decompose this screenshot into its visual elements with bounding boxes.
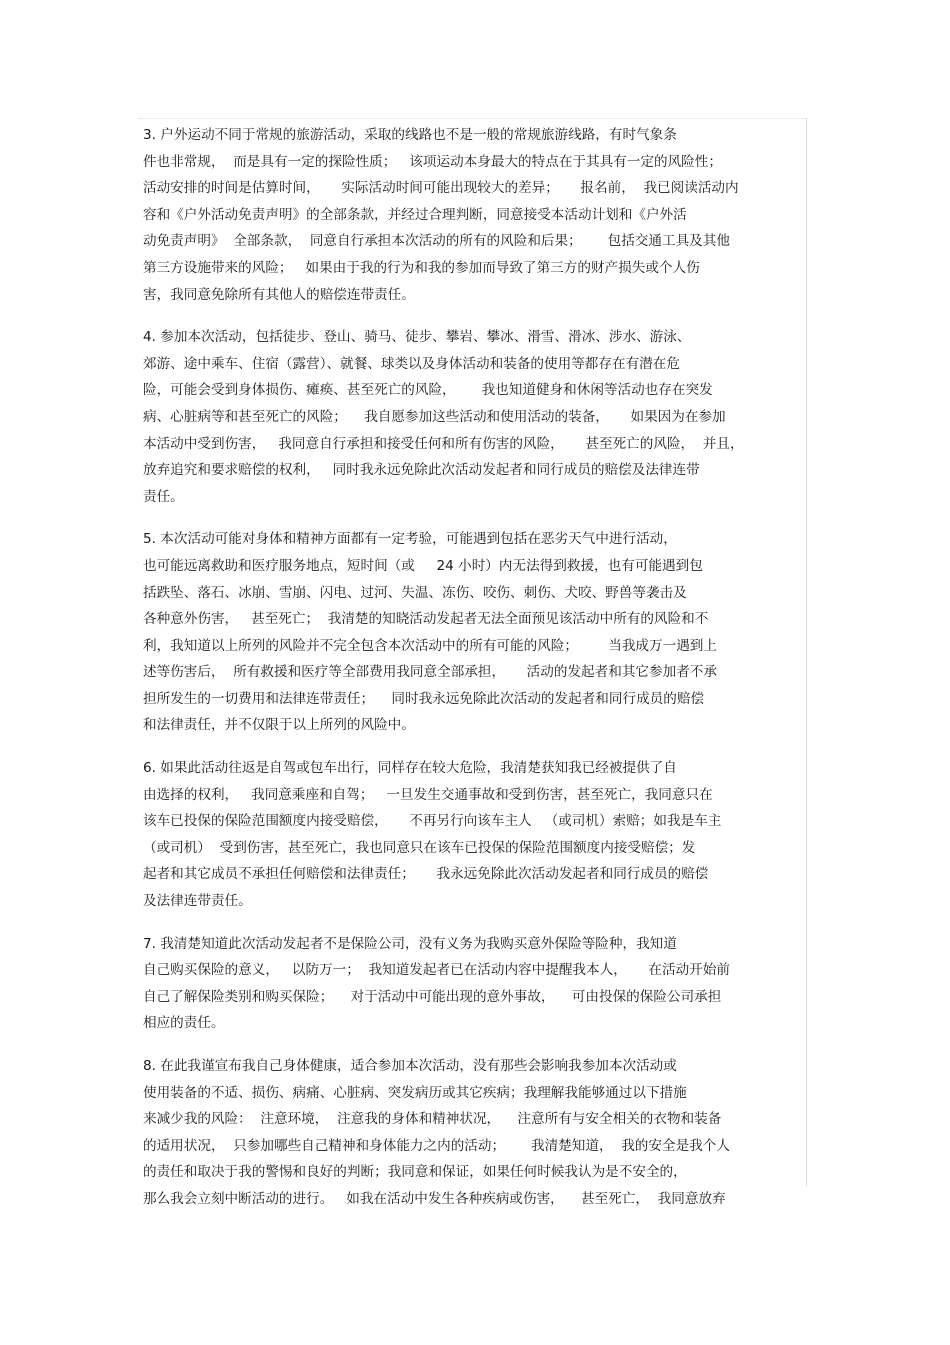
text-line: 第三方设施带来的风险； 如果由于我的行为和我的参加而导致了第三方的财产损失或个人伤 — [143, 259, 700, 276]
text-line: 也可能远离救助和医疗服务地点，短时间（或 24 小时）内无法得到救援，也有可能遇到包 — [143, 557, 703, 574]
text-line: 动免责声明》 全部条款， 同意自行承担本次活动的所有的风险和后果； 包括交通工具及其他 — [143, 233, 730, 250]
text-line: 和法律责任，并不仅限于以上所列的风险中。 — [143, 717, 415, 734]
text-line: 放弃追究和要求赔偿的权利， 同时我永远免除此次活动发起者和同行成员的赔偿及法律连带 — [143, 462, 700, 479]
text-line: 3. 户外运动不同于常规的旅游活动，采取的线路也不是一般的常规旅游线路，有时气象条 — [143, 127, 677, 143]
text-line: 的责任和取决于我的警惕和良好的判断；我同意和保证，如果任何时候我认为是不安全的， — [143, 1164, 687, 1181]
text-line: 自己了解保险类别和购买保险； 对于活动中可能出现的意外事故， 可由投保的保险公司承担 — [143, 988, 722, 1005]
text-line: 病、心脏病等和甚至死亡的风险； 我自愿参加这些活动和使用活动的装备， 如果因为在参加 — [143, 408, 726, 425]
text-line: 那么我会立刻中断活动的进行。 如我在活动中发生各种疾病或伤害， 甚至死亡， 我同意放弃 — [143, 1190, 726, 1207]
text-line: 相应的责任。 — [143, 1015, 225, 1032]
text-line: 郊游、途中乘车、住宿（露营）、就餐、球类以及身体活动和装备的使用等都存在有潜在危 — [143, 355, 680, 372]
text-line: 使用装备的不适、损伤、病痛、心脏病、突发病历或其它疾病；我理解我能够通过以下措施 — [143, 1084, 687, 1101]
paragraph-clause-5 — [143, 526, 803, 739]
text-line: 活动安排的时间是估算时间， 实际活动时间可能出现较大的差异； 报名前， 我已阅读活动内 — [143, 180, 739, 197]
text-line: 险，可能会受到身体损伤、瘫痪、甚至死亡的风险， 我也知道健身和休闲等活动也存在突发 — [143, 382, 713, 399]
text-line: 5. 本次活动可能对身体和精神方面都有一定考验，可能遇到包括在恶劣天气中进行活动， — [143, 531, 677, 548]
text-line: 自己购买保险的意义， 以防万一； 我知道发起者已在活动内容中提醒我本人， 在活动开始前 — [143, 962, 730, 979]
paragraph-clause-7 — [143, 931, 803, 1037]
text-line: 8. 在此我谨宣布我自己身体健康，适合参加本次活动，没有那些会影响我参加本次活动或 — [143, 1058, 677, 1074]
text-line: （或司机） 受到伤害，甚至死亡，我也同意只在该车已投保的保险范围额度内接受赔偿；发 — [143, 839, 696, 856]
paragraph-clause-6 — [143, 755, 803, 915]
text-line: 各种意外伤害， 甚至死亡； 我清楚的知晓活动发起者无法全面预见该活动中所有的风险和不 — [143, 611, 709, 628]
document-body — [143, 122, 803, 1229]
text-line: 的适用状况， 只参加哪些自己精神和身体能力之内的活动； 我清楚知道， 我的安全是我个人 — [143, 1137, 730, 1154]
text-line: 容和《户外活动免责声明》的全部条款，并经过合理判断，同意接受本活动计划和《户外活 — [143, 206, 687, 223]
paragraph-clause-3 — [143, 122, 803, 308]
text-line: 起者和其它成员不承担任何赔偿和法律责任； 我永远免除此次活动发起者和同行成员的赔偿 — [143, 866, 709, 883]
text-line: 括跌坠、落石、冰崩、雪崩、闪电、过河、失温、冻伤、咬伤、刺伤、犬咬、野兽等袭击及 — [143, 584, 687, 601]
text-line: 该车已投保的保险范围额度内接受赔偿， 不再另行向该车主人 （或司机）索赔；如我是车主 — [143, 813, 722, 830]
paragraph-clause-8 — [143, 1053, 803, 1213]
text-line: 由选择的权利， 我同意乘座和自驾； 一旦发生交通事故和受到伤害，甚至死亡，我同意只在 — [143, 786, 713, 803]
text-line: 件也非常规， 而是具有一定的探险性质； 该项运动本身最大的特点在于其具有一定的风险性； — [143, 153, 722, 170]
text-line: 来减少我的风险： 注意环境， 注意我的身体和精神状况， 注意所有与安全相关的衣物和装备 — [143, 1111, 722, 1128]
paragraph-clause-4 — [143, 324, 803, 510]
text-line: 及法律连带责任。 — [143, 893, 252, 910]
text-line: 6. 如果此活动往返是自驾或包车出行，同样存在较大危险，我清楚获知我已经被提供了自 — [143, 760, 677, 777]
text-line: 利，我知道以上所列的风险并不完全包含本次活动中的所有可能的风险； 当我成万一遇到上 — [143, 637, 717, 654]
text-line: 述等伤害后， 所有救援和医疗等全部费用我同意全部承担， 活动的发起者和其它参加者不承 — [143, 664, 717, 681]
text-line: 本活动中受到伤害， 我同意自行承担和接受任何和所有伤害的风险， 甚至死亡的风险， 并且， — [143, 435, 744, 452]
text-line: 责任。 — [143, 488, 184, 505]
text-line: 4. 参加本次活动，包括徒步、登山、骑马、徒步、攀岩、攀冰、滑雪、滑冰、涉水、游泳、 — [143, 329, 691, 346]
text-line: 害，我同意免除所有其他人的赔偿连带责任。 — [143, 286, 415, 303]
text-line: 担所发生的一切费用和法律连带责任； 同时我永远免除此次活动的发起者和同行成员的赔偿 — [143, 690, 705, 707]
text-line: 7. 我清楚知道此次活动发起者不是保险公司，没有义务为我购买意外保险等险种，我知道 — [143, 935, 677, 952]
